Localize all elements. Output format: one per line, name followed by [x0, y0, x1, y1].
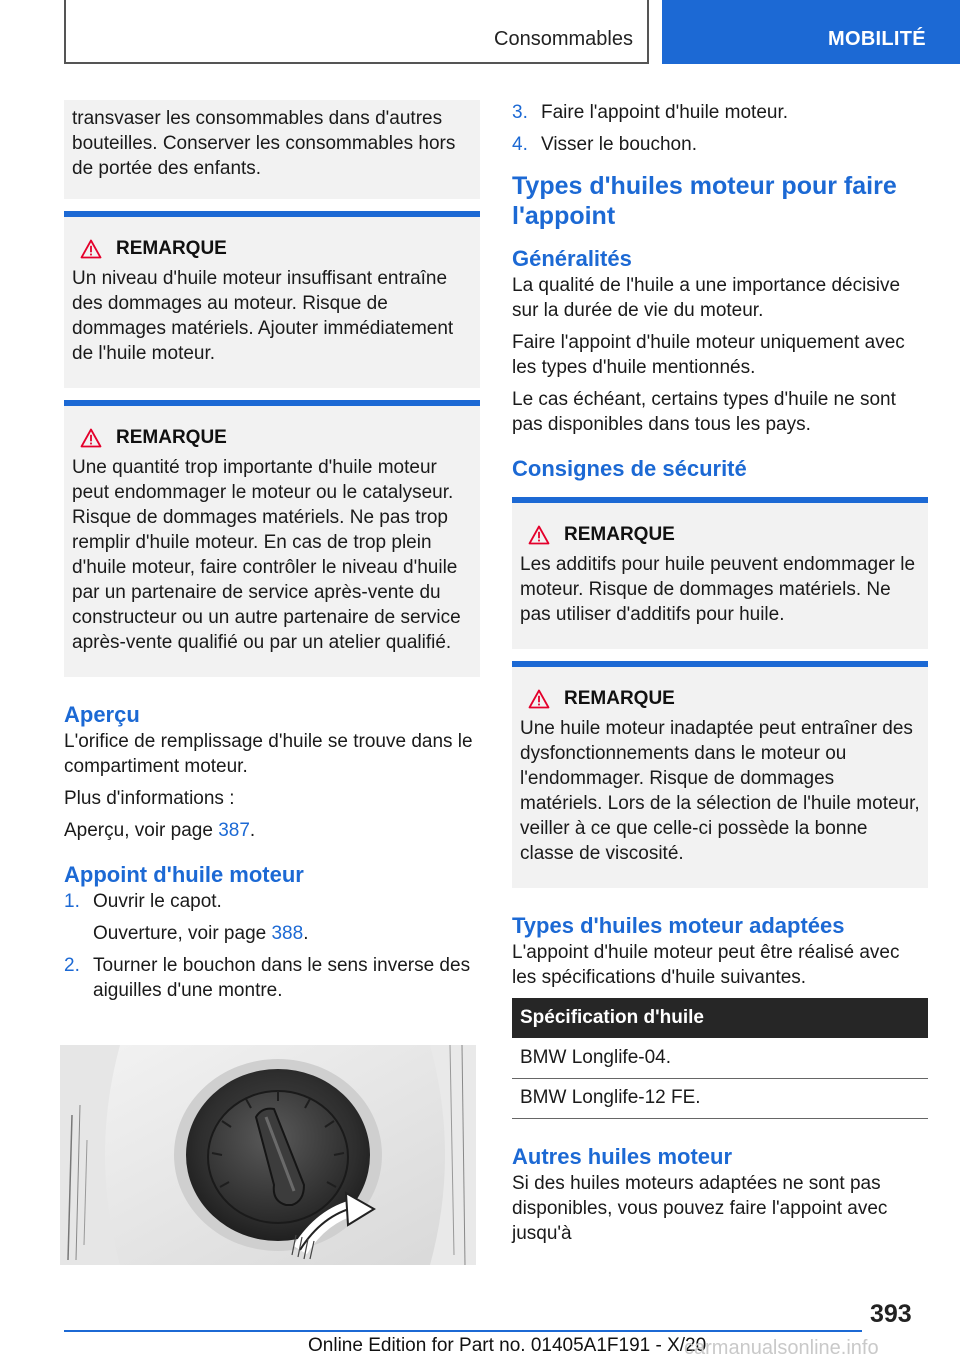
footer-divider [64, 1330, 862, 1332]
note-title: REMARQUE [564, 688, 675, 709]
apercu-more-info: Plus d'informations : [64, 788, 235, 809]
page-link-388[interactable]: 388 [271, 923, 304, 944]
note-title: REMARQUE [116, 238, 227, 259]
table-row [512, 1038, 928, 1078]
step-text: Tourner le bouchon dans le sens inverse des aiguilles d'une montre. [93, 955, 471, 1001]
note-too-much-oil [64, 400, 480, 677]
adaptees-paragraph: L'appoint d'huile moteur peut être réalisé avec les spécifications d'huile suivantes. [512, 942, 900, 988]
table-row [512, 1078, 928, 1118]
header-chapter-title: MOBILITÉ [828, 28, 926, 50]
heading-securite: Consignes de sécurité [512, 456, 747, 481]
step-text: Visser le bouchon. [541, 134, 697, 155]
heading-apercu: Aperçu [64, 702, 140, 727]
right-column [512, 100, 928, 1253]
step-number: 3. [512, 102, 528, 123]
table-cell: BMW Longlife-12 FE. [512, 1078, 928, 1118]
footer-edition: Online Edition for Part no. 01405A1F191 - X/20 [308, 1335, 707, 1356]
apercu-reference: Aperçu, voir page 387. [64, 820, 256, 841]
step-item [64, 889, 480, 946]
apercu-paragraph: L'orifice de remplissage d'huile se trouve dans le compartiment moteur. [64, 731, 473, 777]
note-unsuitable-oil [512, 661, 928, 888]
note-oil-additives [512, 497, 928, 649]
generalites-p3: Le cas échéant, certains types d'huile ne sont pas disponibles dans tous les pays. [512, 389, 896, 435]
step-number: 4. [512, 134, 528, 155]
step-reference: Ouverture, voir page 388. [93, 923, 309, 944]
table-header: Spécification d'huile [512, 998, 928, 1038]
heading-adaptees: Types d'huiles moteur adaptées [512, 913, 845, 938]
note-body: Les additifs pour huile peuvent endommager le moteur. Risque de dommages matériels. Ne pas utiliser d'additifs pour huile. [520, 554, 916, 625]
warning-triangle-icon [80, 239, 102, 259]
note-body: Une huile moteur inadaptée peut entraîner des dysfonctionnements dans le moteur ou l'endommager. Risque de dommages matériels. Lors de la sélection de l'huile moteur, veiller à ce que celle-ci possède la bonne classe de viscosité. [520, 718, 920, 864]
note-insufficient-oil [64, 211, 480, 388]
note-title: REMARQUE [564, 524, 675, 545]
step-number: 2. [64, 955, 80, 976]
heading-oil-types-topup: Types d'huiles moteur pour faire l'appoint [512, 172, 897, 230]
watermark: carmanualsonline.info [684, 1337, 879, 1359]
page-link-387[interactable]: 387 [218, 820, 250, 841]
oil-filler-cap-illustration [60, 1045, 476, 1265]
left-column [64, 100, 480, 1010]
step-text: Faire l'appoint d'huile moteur. [541, 102, 789, 123]
generalites-p2: Faire l'appoint d'huile moteur uniquement avec les types d'huile mentionnés. [512, 332, 905, 378]
page-number: 393 [870, 1300, 912, 1328]
generalites-p1: La qualité de l'huile a une importance décisive sur la durée de vie du moteur. [512, 275, 901, 321]
step-number: 1. [64, 891, 80, 912]
heading-autres: Autres huiles moteur [512, 1143, 733, 1169]
note-body: Un niveau d'huile moteur insuffisant entraîne des dommages au moteur. Risque de dommages matériels. Ajouter immédiatement de l'huile moteur. [72, 268, 454, 364]
warning-triangle-icon [80, 428, 102, 448]
oil-spec-table [512, 998, 928, 1119]
warning-triangle-icon [528, 525, 550, 545]
step-item [512, 100, 928, 125]
note-body: Une quantité trop importante d'huile moteur peut endommager le moteur ou le catalyseur. Risque de dommages matériels. Ne pas trop remplir d'huile moteur. En cas de trop plein d'huile moteur, faire contrôler le niveau d'huile par un partenaire de service après-vente du constructeur ou un autre partenaire de service après-vente qualifié ou par un atelier qualifié. [72, 457, 461, 653]
step-item [64, 953, 480, 1003]
header-section-title: Consommables [494, 28, 633, 50]
step-text: Ouvrir le capot. [93, 891, 222, 912]
note-title: REMARQUE [116, 427, 227, 448]
header-chapter-tab [662, 0, 960, 64]
warning-triangle-icon [528, 689, 550, 709]
heading-appoint: Appoint d'huile moteur [64, 862, 304, 887]
table-cell: BMW Longlife-04. [512, 1038, 928, 1078]
heading-generalites: Généralités [512, 246, 632, 271]
step-item [512, 132, 928, 157]
header-section-box [64, 0, 649, 64]
autres-paragraph: Si des huiles moteurs adaptées ne sont pas disponibles, vous pouvez faire l'appoint avec jusqu'à [512, 1172, 888, 1244]
intro-box: transvaser les consommables dans d'autres bouteilles. Conserver les consommables hors de portée des enfants. [64, 100, 480, 199]
